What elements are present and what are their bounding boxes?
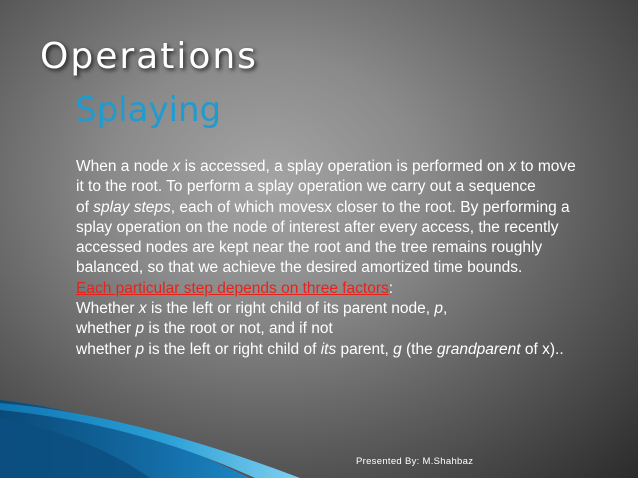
body-line [76, 198, 628, 218]
text-segment: of [76, 198, 94, 216]
body-line [76, 279, 628, 299]
text-segment: x [138, 300, 147, 318]
text-segment: : [388, 279, 394, 297]
text-segment: whether [76, 320, 136, 338]
text-segment: is the left or right child of its parent node, [146, 300, 435, 318]
text-segment: balanced, so that we achieve the desired amortized time bounds. [76, 259, 523, 277]
text-segment: Whether [76, 300, 139, 318]
text-segment: g [393, 340, 402, 358]
text-segment: splay operation on the node of interest after every access, the recently [76, 218, 559, 236]
slide-title: Operations [40, 36, 258, 77]
text-segment: x [172, 158, 181, 175]
text-segment: , each of which movesx closer to the root. By performing a [170, 198, 570, 216]
text-segment: p [135, 340, 145, 358]
text-segment: splay steps [93, 198, 171, 216]
body-line [76, 157, 628, 177]
slide-subtitle: Splaying [75, 90, 222, 130]
text-segment: parent, [336, 340, 394, 358]
text-segment: is accessed, a splay operation is performed on [180, 158, 509, 175]
body-line [76, 218, 628, 238]
text-segment: is the left or right child of [144, 340, 321, 358]
body-line [76, 299, 628, 319]
text-segment: , [443, 300, 448, 318]
text-segment: its [320, 340, 337, 358]
text-segment: to move [516, 158, 576, 175]
body-line [76, 177, 628, 197]
text-segment: is the root or not, and if not [144, 320, 333, 338]
body-line [76, 258, 628, 278]
text-segment: accessed nodes are kept near the root and the tree remains roughly [76, 239, 543, 257]
body-line [76, 238, 628, 258]
text-segment: p [135, 320, 145, 338]
text-segment: of x).. [520, 340, 564, 358]
highlighted-heading: Each particular step depends on three factors [76, 279, 389, 297]
text-segment: (the [401, 340, 438, 358]
footer-presenter: Presented By: M.Shahbaz [356, 456, 474, 467]
body-line [76, 319, 628, 339]
text-segment: When a node [76, 158, 173, 175]
text-segment: it to the root. To perform a splay operation we carry out a sequence [76, 178, 536, 196]
text-segment: p [434, 300, 444, 318]
body-text [76, 157, 628, 360]
text-segment: whether [76, 340, 136, 358]
body-line [76, 340, 628, 360]
text-segment: grandparent [437, 340, 521, 358]
text-segment: x [508, 158, 517, 175]
